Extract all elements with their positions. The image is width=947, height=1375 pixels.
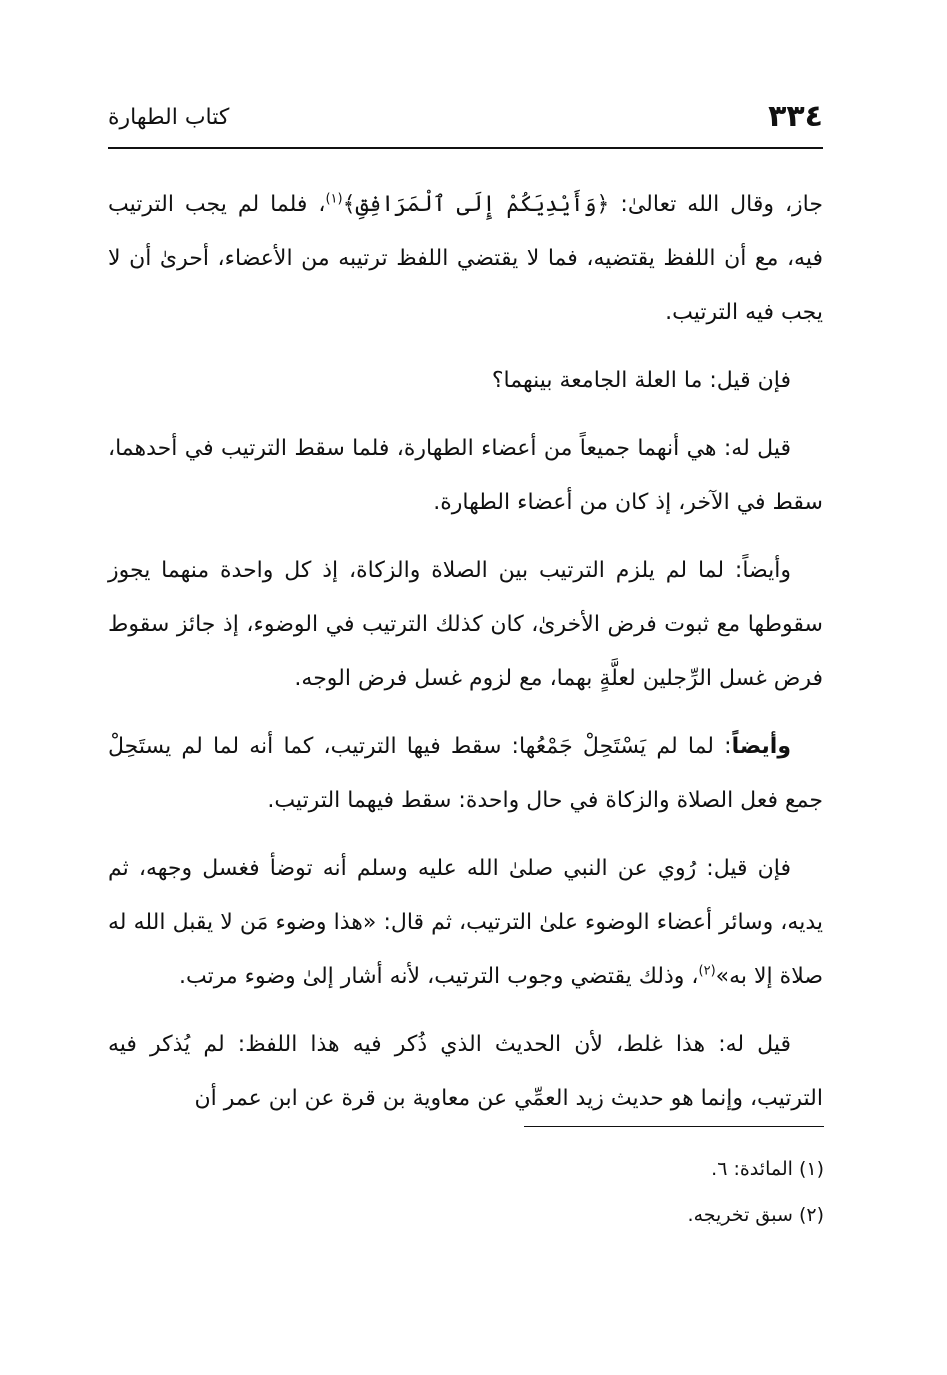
paragraph-1	[108, 178, 823, 340]
footnote-1: (١) المائدة: ٦.	[711, 1158, 824, 1180]
paragraph-4: وأيضاً: لما لم يلزم الترتيب بين الصلاة والزكاة، إذ كل واحدة منهما يجوز سقوطها مع ثبوت فرض الأخرىٰ، كان كذلك الترتيب في الوضوء، إذ جائز سقوط فرض غسل الرِّجلين لعلَّةٍ بهما، مع لزوم غسل فرض الوجه.	[108, 558, 823, 691]
paragraph-5-lead: وأيضاً	[731, 734, 791, 759]
paragraph-7: قيل له: هذا غلط، لأن الحديث الذي ذُكر فيه هذا اللفظ: لم يُذكر فيه الترتيب، وإنما هو حديث زيد العمِّي عن معاوية بن قرة عن ابن عمر أن	[108, 1032, 823, 1111]
footnote-2: (٢) سبق تخريجه.	[687, 1204, 824, 1226]
book-title: كتاب الطهارة	[108, 105, 230, 130]
page-number: ٣٣٤	[768, 99, 823, 134]
quran-verse: ﴿وَأَيْدِيَكُمْ إِلَى ٱلْمَرَافِقِ﴾	[342, 192, 610, 217]
paragraph-1-text-end: ، فلما لم يجب الترتيب فيه، مع أن اللفظ يقتضيه، فما لا يقتضي اللفظ ترتيبه من الأعضاء، أحرىٰ أن لا يجب فيه الترتيب.	[108, 192, 823, 325]
footnote-ref-1: (١)	[325, 191, 343, 207]
paragraph-5-text: : لما لم يَسْتَحِلْ جَمْعُها: سقط فيها الترتيب، كما أنه لما لم يستَحِلْ جمع فعل الصلاة والزكاة في حال واحدة: سقط فيهما الترتيب.	[108, 734, 823, 813]
footnotes	[224, 1146, 824, 1238]
paragraph-3: قيل له: هي أنهما جميعاً من أعضاء الطهارة، فلما سقط الترتيب في أحدهما، سقط في الآخر، إذ كان من أعضاء الطهارة.	[108, 436, 823, 515]
paragraph-2: فإن قيل: ما العلة الجامعة بينهما؟	[491, 368, 791, 393]
footnote-ref-2: (٢)	[698, 963, 716, 979]
body-text	[108, 178, 823, 1140]
footnote-divider	[524, 1126, 824, 1127]
paragraph-6-text-end: ، وذلك يقتضي وجوب الترتيب، لأنه أشار إلىٰ وضوء مرتب.	[178, 964, 699, 989]
paragraph-6-text-start: فإن قيل: رُوي عن النبي صلىٰ الله عليه وسلم أنه توضأ فغسل وجهه، ثم يديه، وسائر أعضاء الوضوء علىٰ الترتيب، ثم قال: «هذا وضوء مَن لا يقبل الله له صلاة إلا به»	[108, 856, 823, 989]
page-header	[108, 95, 823, 149]
paragraph-6	[108, 842, 823, 1004]
paragraph-5	[108, 720, 823, 828]
paragraph-1-text-start: جاز، وقال الله تعالىٰ:	[609, 192, 823, 217]
